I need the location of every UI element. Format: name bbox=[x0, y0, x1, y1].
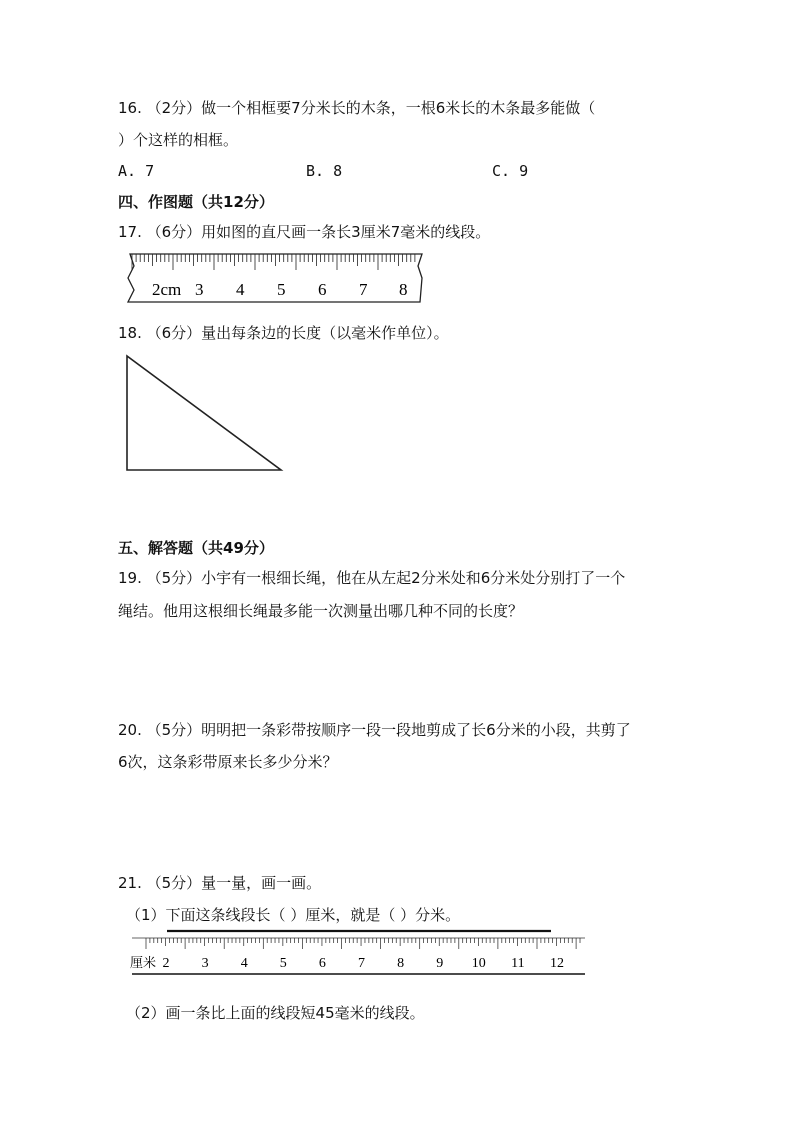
q21-text: 21. （5分）量一量，画一画。 bbox=[118, 874, 322, 892]
q21-ruler bbox=[130, 926, 590, 978]
q17-ruler-label-8: 8 bbox=[399, 280, 408, 299]
q21-ruler-label: 6 bbox=[318, 956, 326, 971]
q20-line2: 6次，这条彩带原来长多少分米？ bbox=[118, 753, 338, 771]
q21-ruler-label: 11 bbox=[511, 956, 525, 971]
q16-line1: 16. （2分）做一个相框要7分米长的木条，一根6米长的木条最多能做（ bbox=[118, 99, 596, 117]
q20-line1: 20. （5分）明明把一条彩带按顺序一段一段地剪成了长6分米的小段，共剪了 bbox=[118, 721, 631, 739]
section4-heading: 四、作图题（共12分） bbox=[118, 193, 274, 211]
q21-ruler-label: 4 bbox=[240, 956, 248, 971]
q21-ruler-label: 10 bbox=[471, 956, 486, 971]
q16-line2: ）个这样的相框。 bbox=[118, 131, 239, 149]
q17-text: 17. （6分）用如图的直尺画一条长3厘米7毫米的线段。 bbox=[118, 223, 491, 241]
q17-ruler-label-2cm: 2cm bbox=[152, 280, 182, 299]
q18-text: 18. （6分）量出每条边的长度（以毫米作单位）。 bbox=[118, 324, 449, 342]
q17-ruler-label-4: 4 bbox=[236, 280, 245, 299]
q21-ruler-label: 5 bbox=[279, 956, 287, 971]
q21-ruler-label: 2 bbox=[162, 956, 170, 971]
section5-heading: 五、解答题（共49分） bbox=[118, 539, 274, 557]
q17-ruler-label-3: 3 bbox=[195, 280, 204, 299]
q21-ruler-label: 8 bbox=[397, 956, 405, 971]
q16-option-a: A. 7 bbox=[118, 162, 155, 180]
q19-line2: 绳结。他用这根细长绳最多能一次测量出哪几种不同的长度？ bbox=[118, 602, 524, 620]
q21-ruler-unit: 厘米 bbox=[130, 956, 157, 971]
q18-triangle bbox=[120, 350, 290, 480]
q16-option-c: C. 9 bbox=[492, 162, 529, 180]
q21-sub2: （2）画一条比上面的线段短45毫米的线段。 bbox=[126, 1004, 425, 1022]
q21-sub1: （1）下面这条线段长（ ）厘米，就是（ ）分米。 bbox=[126, 906, 461, 924]
q21-ruler-label: 7 bbox=[358, 956, 365, 971]
q19-line1: 19. （5分）小宇有一根细长绳，他在从左起2分米处和6分米处分别打了一个 bbox=[118, 569, 626, 587]
q16-option-b: B. 8 bbox=[306, 162, 343, 180]
q21-ruler-label: 12 bbox=[550, 956, 564, 971]
q21-ruler-label: 3 bbox=[201, 956, 209, 971]
q17-ruler-label-5: 5 bbox=[277, 280, 286, 299]
q17-ruler-label-7: 7 bbox=[359, 280, 368, 299]
q21-ruler-label: 9 bbox=[436, 956, 444, 971]
q17-ruler-label-6: 6 bbox=[318, 280, 327, 299]
q17-ruler bbox=[120, 252, 430, 304]
